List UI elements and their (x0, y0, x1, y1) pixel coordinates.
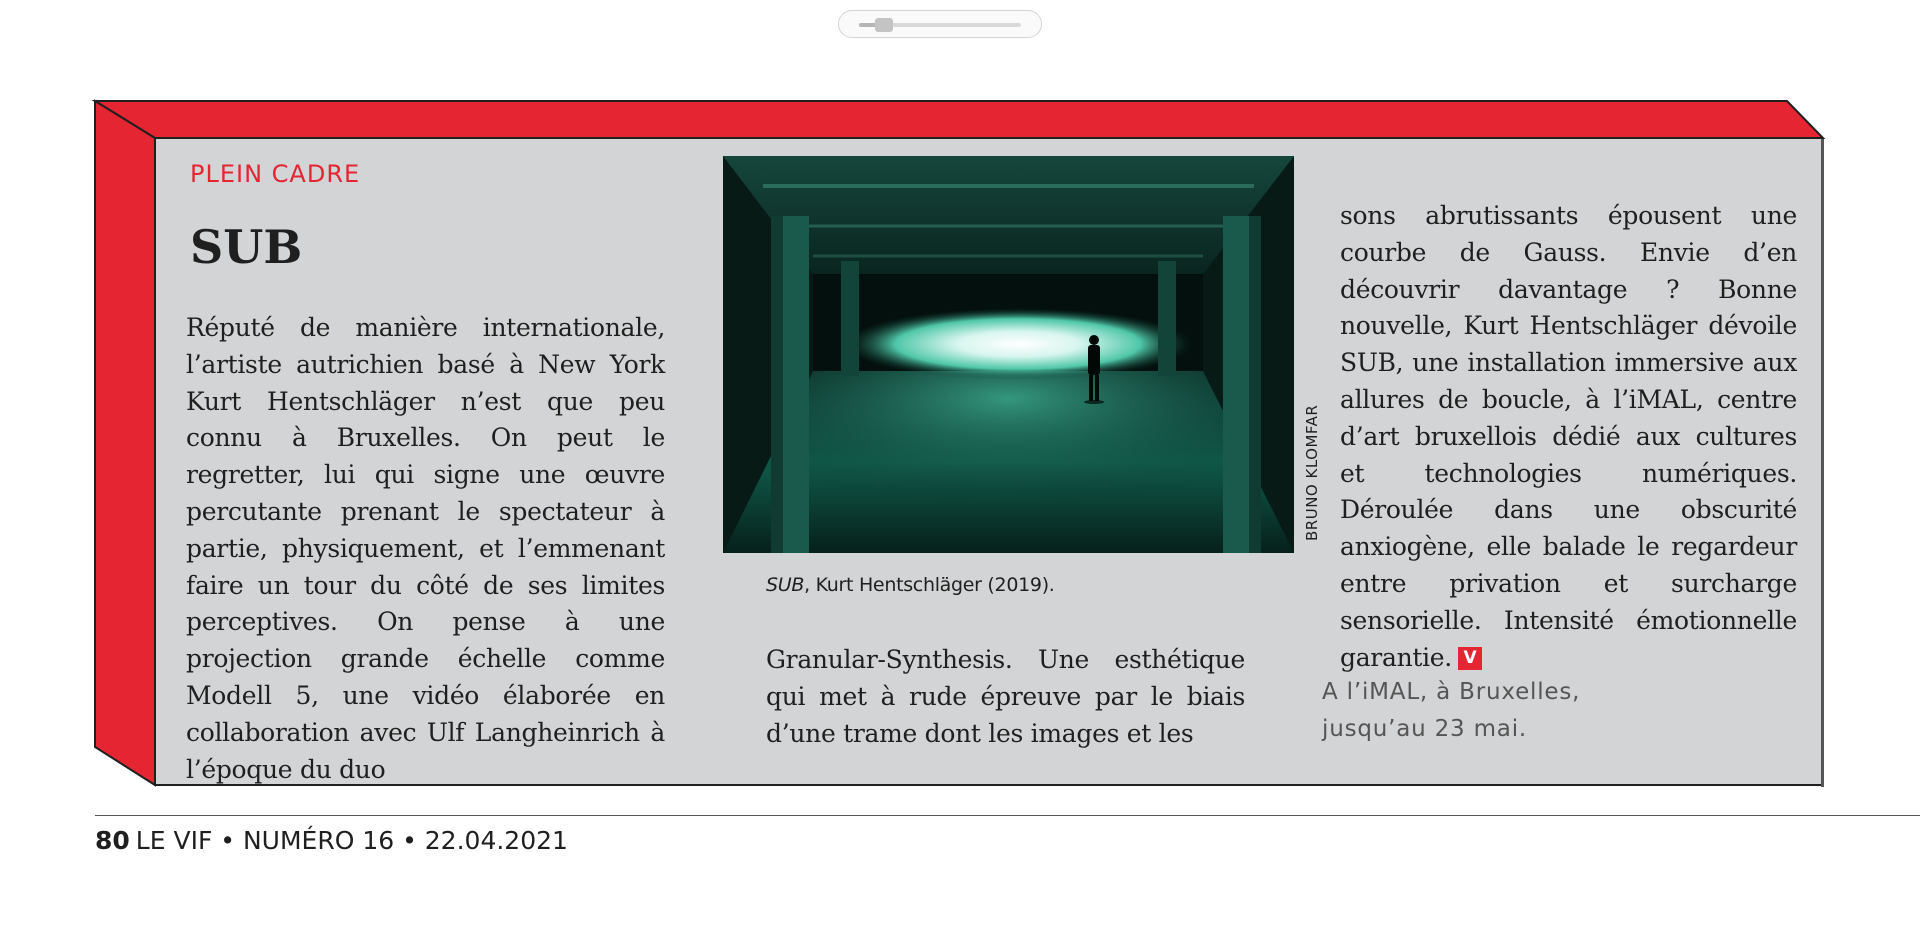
photo-pillar-far-left (841, 261, 859, 376)
venue-line-1: A l’iMAL, à Bruxelles, (1322, 679, 1581, 705)
section-kicker: PLEIN CADRE (190, 160, 361, 188)
page-footer (95, 826, 568, 855)
frame-top-face (95, 101, 1823, 138)
venue-info (1322, 674, 1580, 748)
venue-line-2: jusqu’au 23 mai. (1322, 716, 1527, 742)
frame-left-face (95, 101, 155, 785)
article-column-1: Réputé de manière internationale, l’artiste autrichien basé à New York Kurt Hentschläger n’est que peu connu à Bruxelles. On peut le regretter, lui qui signe une œuvre percutante prenant le spectateur à partie, physiquement, et l’emmenant faire un tour du côté de ses limites perceptives. On pense à une projection grande échelle comme Modell 5, une vidéo élaborée en collaboration avec Ulf Langheinrich à l’époque du duo (186, 313, 665, 784)
article-column-3 (1340, 198, 1797, 676)
photo-pillar-left-shade (771, 216, 783, 553)
article-panel (155, 138, 1822, 785)
article-photo (723, 156, 1294, 553)
end-mark-badge: V (1458, 647, 1482, 670)
photo-pillar-right-shade (1249, 216, 1261, 553)
article-column-3-text: sons abrutissants épousent une courbe de Gauss. Envie d’en découvrir davantage ? Bonne nouvelle, Kurt Hentschläger dévoile SUB, une installation immersive aux allures de boucle, à l’iMAL, centre d’art bruxellois dédié aux cultures et technologies numériques. Déroulée dans une obscurité anxiogène, elle balade le regardeur entre privation et surcharge sensorielle. Intensité émotionnelle garantie. (1340, 201, 1797, 672)
footer-rule (95, 815, 1920, 816)
photo-light-ellipse (843, 308, 1193, 380)
article-title: SUB (190, 220, 303, 274)
publication-info: LE VIF • NUMÉRO 16 • 22.04.2021 (135, 826, 568, 855)
page-number: 80 (95, 826, 130, 855)
caption-text: , Kurt Hentschläger (2019). (804, 574, 1055, 596)
article-column-2: Granular-Synthesis. Une esthétique qui met à rude épreuve par le biais d’une trame dont les images et les (766, 645, 1245, 748)
photo-person-shadow (1084, 400, 1104, 404)
caption-title: SUB (766, 574, 805, 596)
photo-pillar-far-right (1158, 261, 1176, 376)
photo-credit: BRUNO KLOMFAR (1303, 404, 1321, 541)
photo-caption (766, 574, 1055, 596)
